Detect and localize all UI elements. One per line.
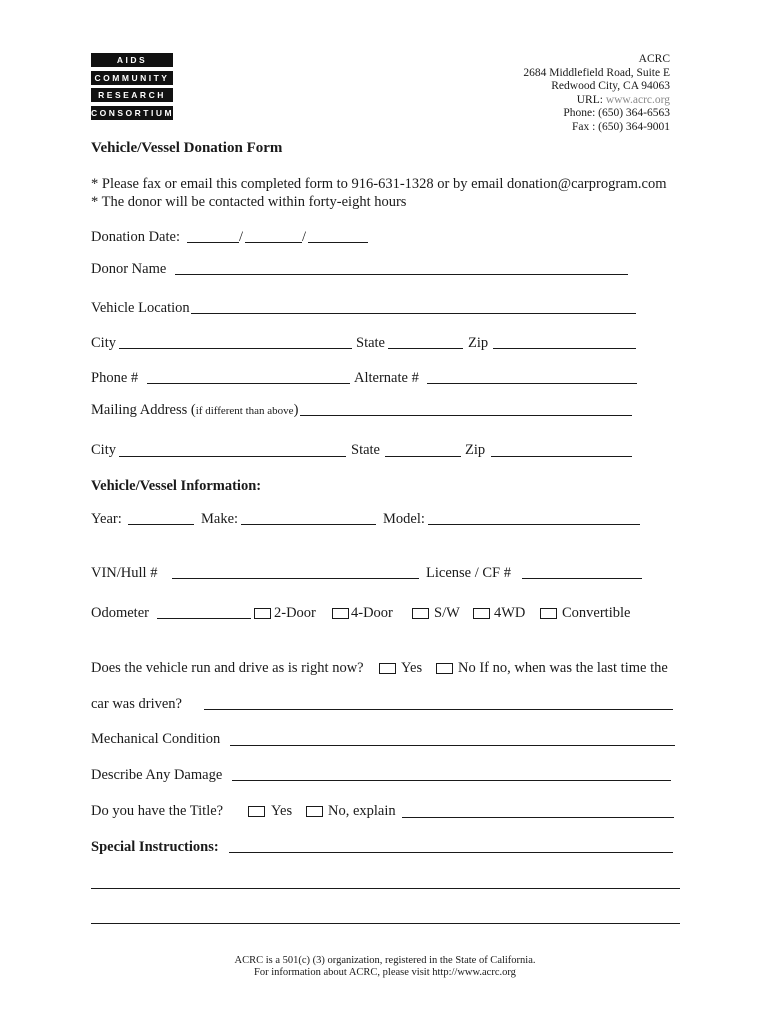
instruction-fax: * Please fax or email this completed form to 916-631-1328 or by email donation@carprogram.com	[91, 176, 667, 192]
car-driven-field[interactable]	[204, 709, 673, 710]
date-year-field[interactable]	[308, 242, 368, 243]
state2-label: State	[351, 442, 380, 458]
vin-field[interactable]	[172, 578, 419, 579]
donation-date-label: Donation Date:	[91, 229, 180, 245]
car-driven-label: car was driven?	[91, 696, 182, 712]
vehicle-location-label: Vehicle Location	[91, 300, 190, 316]
mailing-address-close: )	[293, 402, 299, 418]
mechanical-label: Mechanical Condition	[91, 731, 221, 747]
option-sw-label: S/W	[434, 605, 460, 621]
special-instructions-field[interactable]	[229, 852, 673, 853]
city-address: Redwood City, CA 94063	[551, 80, 670, 92]
phone-label: Phone #	[91, 370, 139, 386]
special-instructions-line-2[interactable]	[91, 888, 680, 889]
option-4wd-label: 4WD	[494, 605, 526, 621]
checkbox-2door[interactable]	[254, 608, 271, 619]
license-field[interactable]	[522, 578, 642, 579]
year-label: Year:	[91, 511, 122, 527]
damage-label: Describe Any Damage	[91, 767, 223, 783]
logo-community: COMMUNITY	[91, 71, 173, 85]
city2-label: City	[91, 442, 116, 458]
zip2-field[interactable]	[491, 456, 632, 457]
vin-label: VIN/Hull #	[91, 565, 158, 581]
mailing-address-note: if different than above	[195, 405, 294, 417]
instruction-contact: * The donor will be contacted within forty-eight hours	[91, 194, 407, 210]
checkbox-title-yes[interactable]	[248, 806, 265, 817]
fax-line: Fax : (650) 364-9001	[571, 120, 670, 133]
option-4door-label: 4-Door	[351, 605, 393, 621]
odometer-label: Odometer	[91, 605, 149, 621]
vehicle-info-heading: Vehicle/Vessel Information:	[91, 478, 262, 494]
checkbox-title-no[interactable]	[306, 806, 323, 817]
model-field[interactable]	[428, 524, 640, 525]
make-field[interactable]	[241, 524, 376, 525]
form-title: Vehicle/Vessel Donation Form	[91, 140, 283, 156]
alternate-label: Alternate #	[354, 370, 419, 386]
org-name: ACRC	[638, 53, 670, 65]
make-label: Make:	[201, 511, 239, 527]
logo-consortium: CONSORTIUM	[91, 108, 175, 118]
city-field[interactable]	[119, 348, 352, 349]
odometer-field[interactable]	[157, 618, 251, 619]
option-2door-label: 2-Door	[274, 605, 316, 621]
zip2-label: Zip	[465, 442, 486, 458]
logo-aids: AIDS	[91, 53, 173, 67]
special-instructions-label: Special Instructions:	[91, 839, 219, 855]
license-label: License / CF #	[426, 565, 511, 581]
runs-question: Does the vehicle run and drive as is right now?	[91, 660, 364, 676]
date-sep-2: /	[302, 229, 307, 245]
alternate-field[interactable]	[427, 383, 637, 384]
checkbox-4wd[interactable]	[473, 608, 490, 619]
model-label: Model:	[383, 511, 425, 527]
date-sep-1: /	[239, 229, 244, 245]
checkbox-runs-yes[interactable]	[379, 663, 396, 674]
donor-name-field[interactable]	[175, 274, 628, 275]
footer	[0, 955, 770, 979]
phone-field[interactable]	[147, 383, 350, 384]
runs-no-label: No If no, when was the last time the	[458, 660, 668, 676]
year-field[interactable]	[128, 524, 194, 525]
footer-line-1: ACRC is a 501(c) (3) organization, registered in the State of California.	[234, 955, 536, 966]
title-yes-label: Yes	[271, 803, 293, 819]
footer-line-2: For information about ACRC, please visit http://www.acrc.org	[254, 967, 516, 978]
date-month-field[interactable]	[187, 242, 239, 243]
url-line	[523, 94, 670, 108]
option-convertible-label: Convertible	[562, 605, 631, 621]
checkbox-sw[interactable]	[412, 608, 429, 619]
mechanical-field[interactable]	[230, 745, 675, 746]
phone-line: Phone: (650) 364-6563	[563, 107, 670, 119]
state-label: State	[356, 335, 385, 351]
date-day-field[interactable]	[245, 242, 302, 243]
mailing-address-text: Mailing Address (	[91, 402, 196, 418]
title-question: Do you have the Title?	[91, 803, 224, 819]
url-label: URL:	[576, 93, 606, 106]
damage-field[interactable]	[232, 780, 671, 781]
zip-field[interactable]	[493, 348, 636, 349]
donor-name-label: Donor Name	[91, 261, 167, 277]
city2-field[interactable]	[119, 456, 346, 457]
runs-yes-label: Yes	[401, 660, 423, 676]
checkbox-runs-no[interactable]	[436, 663, 453, 674]
vehicle-location-field[interactable]	[191, 313, 636, 314]
mailing-address-field[interactable]	[300, 415, 632, 416]
mailing-address-label	[91, 402, 298, 419]
checkbox-convertible[interactable]	[540, 608, 557, 619]
checkbox-4door[interactable]	[332, 608, 349, 619]
address-block	[523, 53, 670, 134]
url-link[interactable]: www.acrc.org	[605, 93, 670, 106]
title-no-label: No, explain	[328, 803, 396, 819]
street-address: 2684 Middlefield Road, Suite E	[523, 66, 670, 79]
title-explain-field[interactable]	[402, 817, 674, 818]
logo-research: RESEARCH	[91, 88, 173, 102]
zip-label: Zip	[468, 335, 489, 351]
state-field[interactable]	[388, 348, 463, 349]
state2-field[interactable]	[385, 456, 461, 457]
city-label: City	[91, 335, 116, 351]
special-instructions-line-3[interactable]	[91, 923, 680, 924]
